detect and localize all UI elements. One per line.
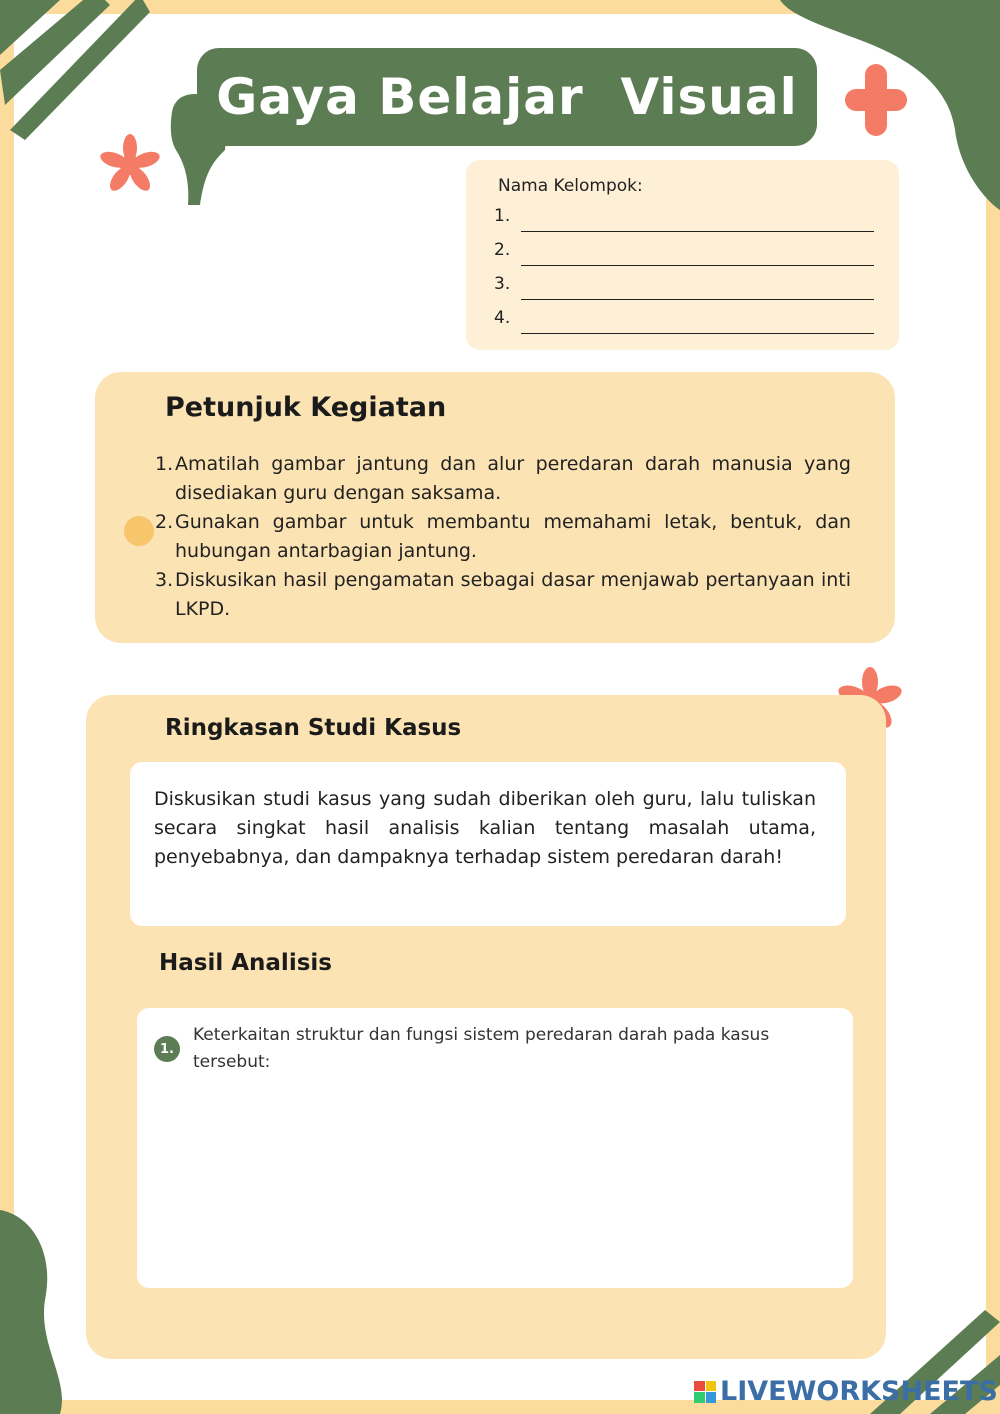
decorative-dot bbox=[124, 516, 154, 546]
instruction-step bbox=[155, 566, 851, 624]
title-banner bbox=[197, 48, 817, 146]
instruction-step bbox=[155, 450, 851, 508]
step-number: 1. bbox=[155, 453, 174, 475]
question-number-badge: 1. bbox=[154, 1036, 180, 1062]
group-member-number: 2. bbox=[494, 240, 511, 260]
group-member-input-2[interactable] bbox=[521, 265, 874, 266]
group-member-line-2[interactable] bbox=[494, 240, 874, 266]
step-text: Diskusikan hasil pengamatan sebagai dasar menjawab pertanyaan inti LKPD. bbox=[175, 569, 851, 620]
coral-flower-left bbox=[98, 134, 161, 194]
brand-name: LIVEWORKSHEETS bbox=[720, 1376, 998, 1407]
group-member-input-3[interactable] bbox=[521, 299, 874, 300]
case-study-title: Ringkasan Studi Kasus bbox=[165, 715, 462, 741]
analysis-title: Hasil Analisis bbox=[159, 950, 332, 976]
step-number: 3. bbox=[155, 569, 174, 591]
instruction-step bbox=[155, 508, 851, 566]
group-member-input-1[interactable] bbox=[521, 231, 874, 232]
group-member-number: 3. bbox=[494, 274, 511, 294]
group-label: Nama Kelompok: bbox=[498, 176, 643, 196]
group-member-line-3[interactable] bbox=[494, 274, 874, 300]
analysis-answer-box[interactable] bbox=[137, 1008, 853, 1288]
group-member-line-1[interactable] bbox=[494, 206, 874, 232]
question-text: Keterkaitan struktur dan fungsi sistem peredaran darah pada kasus tersebut: bbox=[193, 1025, 770, 1072]
case-study-text: Diskusikan studi kasus yang sudah diberikan oleh guru, lalu tuliskan secara singkat hasil analisis kalian tentang masalah utama, penyebabnya, dan dampaknya terhadap sistem peredaran darah! bbox=[154, 788, 816, 868]
liveworksheets-logo-icon bbox=[694, 1381, 716, 1403]
instructions-list bbox=[155, 450, 851, 624]
step-number: 2. bbox=[155, 511, 174, 533]
group-member-line-4[interactable] bbox=[494, 308, 874, 334]
instructions-panel bbox=[95, 372, 895, 643]
brand-watermark bbox=[694, 1376, 998, 1407]
group-names-box bbox=[466, 160, 899, 350]
case-study-card bbox=[130, 762, 846, 926]
group-member-number: 4. bbox=[494, 308, 511, 328]
step-text: Gunakan gambar untuk membantu memahami letak, bentuk, dan hubungan antarbagian jantung. bbox=[175, 511, 851, 562]
group-member-number: 1. bbox=[494, 206, 511, 226]
instructions-title: Petunjuk Kegiatan bbox=[165, 392, 447, 423]
step-text: Amatilah gambar jantung dan alur peredaran darah manusia yang disediakan guru dengan saksama. bbox=[175, 453, 851, 504]
page-title: Gaya Belajar Visual bbox=[216, 68, 798, 126]
case-study-panel bbox=[86, 695, 886, 1359]
top-left-leaf-strokes bbox=[0, 0, 150, 140]
group-member-input-4[interactable] bbox=[521, 333, 874, 334]
bottom-left-blob bbox=[0, 1210, 62, 1414]
coral-sparkle-right bbox=[845, 64, 907, 136]
